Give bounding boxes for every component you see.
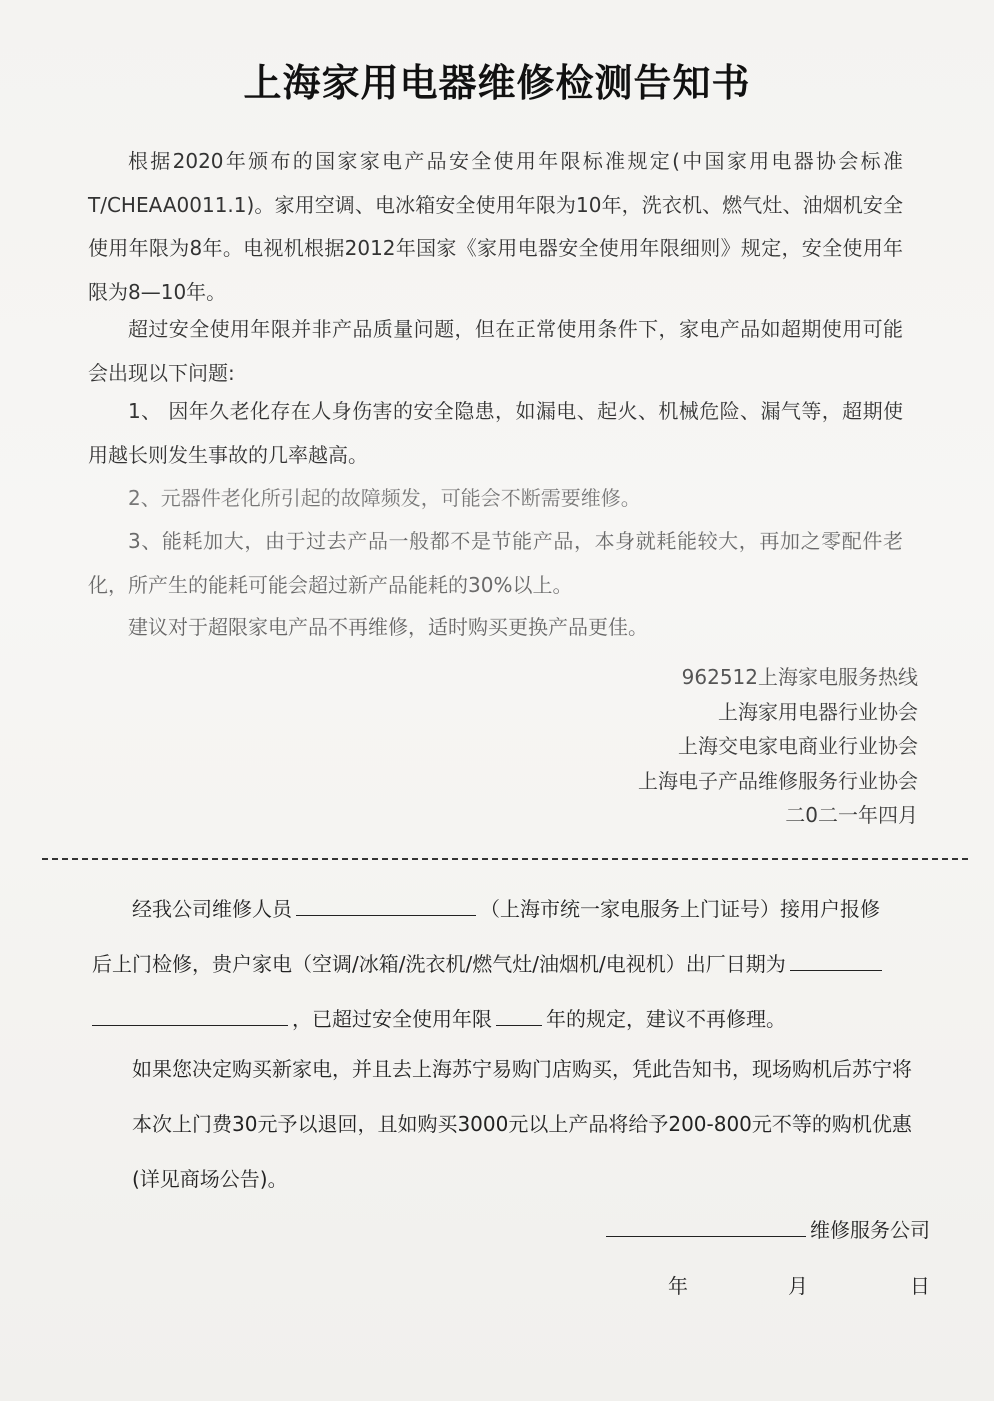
form-text-technician: 经我公司维修人员 (132, 897, 292, 921)
date-year-label: 年 (668, 1274, 688, 1298)
list-item-safety: 1、 因年久老化存在人身伤害的安全隐患，如漏电、起火、机械危险、漏气等，超期使用越长则发生事故的几率越高。 (88, 399, 903, 467)
form-text-license: （上海市统一家电服务上门证号）接用户报修 (480, 897, 880, 921)
form-line-lifespan (92, 992, 912, 1047)
form-line-appliance (92, 937, 912, 992)
issuer-org-appliance: 上海家用电器行业协会 (718, 699, 918, 724)
paragraph-overuse: 超过安全使用年限并非产品质量问题，但在正常使用条件下，家电产品如超期使用可能会出现以下问题: (88, 317, 903, 385)
issuer-block (498, 660, 918, 833)
issuer-org-commerce: 上海交电家电商业行业协会 (678, 734, 918, 758)
date-month-label: 月 (788, 1274, 808, 1298)
purchase-offer (92, 1042, 912, 1207)
list-item-energy: 3、能耗加大，由于过去产品一般都不是节能产品，本身就耗能较大，再加之零配件老化，所产生的能耗可能会超过新产品能耗的30%以上。 (88, 529, 903, 597)
issuer-org-repair: 上海电子产品维修服务行业协会 (638, 768, 918, 793)
technician-blank[interactable] (296, 893, 476, 916)
form-text-advice: 年的规定，建议不再修理。 (546, 1007, 786, 1031)
paragraph-advice: 建议对于超限家电产品不再维修，适时购买更换产品更佳。 (128, 615, 648, 639)
offer-text: 如果您决定购买新家电，并且去上海苏宁易购门店购买，凭此告知书，现场购机后苏宁将本次上门费30元予以退回，且如购买3000元以上产品将给予200-800元不等的购机优惠(详见商场公告)。 (132, 1057, 912, 1191)
company-name-blank[interactable] (606, 1214, 806, 1237)
list-item-failures: 2、元器件老化所引起的故障频发，可能会不断需要维修。 (128, 486, 641, 510)
sign-date-row (0, 1270, 994, 1300)
company-signature-line (602, 1214, 930, 1243)
issuer-hotline: 962512上海家电服务热线 (681, 665, 918, 689)
form-line-technician (92, 882, 912, 937)
date-day-label: 日 (910, 1274, 930, 1298)
form-text-exceeded: ，已超过安全使用年限 (292, 1007, 492, 1031)
issue-date: 二0二一年四月 (785, 803, 918, 827)
form-text-appliance: 后上门检修，贵户家电（空调/冰箱/洗衣机/燃气灶/油烟机/电视机）出厂日期为 (92, 952, 786, 976)
document-title: 上海家用电器维修检测告知书 (243, 61, 751, 105)
repair-form (92, 882, 912, 1047)
cut-line-divider (42, 858, 968, 860)
company-label: 维修服务公司 (810, 1218, 930, 1242)
manufacture-date-blank-2[interactable] (92, 1003, 288, 1026)
paragraph-standard: 根据2020年颁布的国家家电产品安全使用年限标准规定(中国家用电器协会标准T/CHEAA0011.1)。家用空调、电冰箱安全使用年限为10年，洗衣机、燃气灶、油烟机安全使用年限为8年。电视机根据2012年国家《家用电器安全使用年限细则》规定，安全使用年限为8—10年。 (88, 149, 903, 304)
manufacture-date-blank[interactable] (790, 948, 882, 971)
years-blank[interactable] (496, 1003, 542, 1026)
